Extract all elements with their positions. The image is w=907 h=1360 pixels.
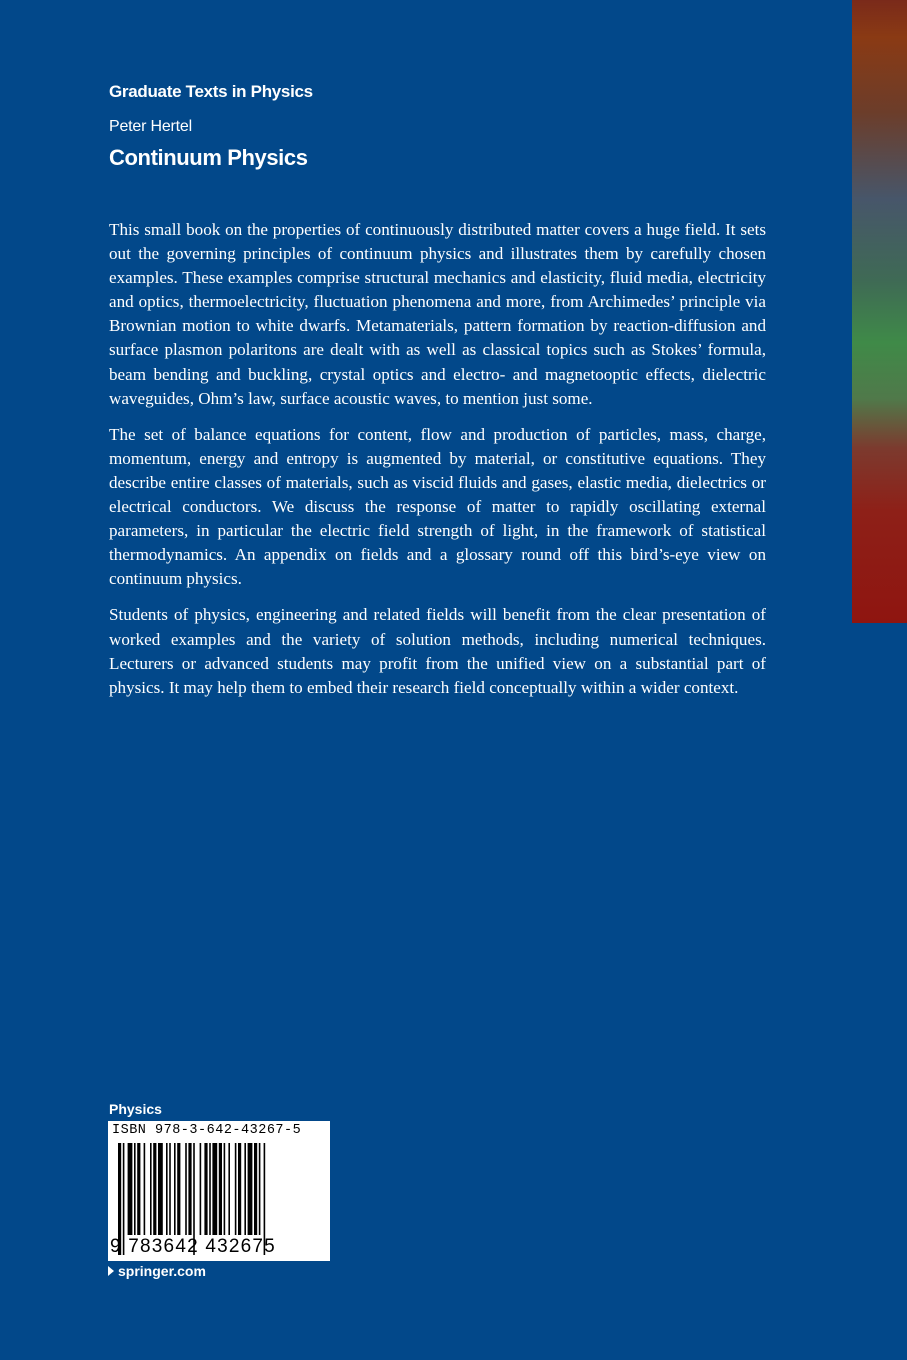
blurb-paragraph-2: The set of balance equations for content, flow and production of particles, mass, charge, momentum, energy and entropy is augmented by material, or constitutive equations. They describe entire classes of materials, such as viscid fluids and gases, elastic media, dielectrics or electrical conductors. We discuss the response of matter to rapidly oscillating external parameters, in particular the electric field strength of light, in the framework of statistical thermodynamics. An appendix on fields and a glossary round off this bird’s-eye view on continuum physics. (109, 424, 766, 589)
arrow-right-icon (108, 1266, 114, 1276)
barcode-bar (200, 1143, 202, 1235)
barcode-bar (209, 1143, 211, 1235)
blurb (109, 218, 766, 712)
barcode-bar (219, 1143, 222, 1235)
barcode-bar (204, 1143, 207, 1235)
series-name: Graduate Texts in Physics (109, 82, 313, 101)
barcode-bar (248, 1143, 253, 1235)
barcode-bar (238, 1143, 241, 1235)
barcode-bar (228, 1143, 230, 1235)
barcode-bar (177, 1143, 180, 1235)
blurb-paragraph-3: Students of physics, engineering and related fields will benefit from the clear presentation of worked examples and the variety of solution methods, including numerical techniques. Lecturers or advanced students may profit from the unified view on a substantial part of physics. It may help them to embed their research field conceptually within a wider context. (109, 605, 766, 697)
barcode-bar (235, 1143, 237, 1235)
barcode-bar (188, 1143, 191, 1235)
barcode-bar (153, 1143, 156, 1235)
barcode-bar (134, 1143, 136, 1235)
barcode-bar (259, 1143, 261, 1235)
barcode-bar (224, 1143, 226, 1235)
barcode-bar (244, 1143, 246, 1235)
barcode-bar (174, 1143, 176, 1235)
publisher-website-label: springer.com (118, 1263, 206, 1279)
spine-color-band (852, 0, 907, 623)
isbn-label: ISBN 978-3-642-43267-5 (112, 1123, 302, 1138)
barcode-bar (254, 1143, 257, 1235)
author-name: Peter Hertel (109, 118, 192, 135)
barcode-bar (169, 1143, 171, 1235)
barcode-bar (150, 1143, 152, 1235)
barcode-bar (212, 1143, 217, 1235)
barcode-bar (166, 1143, 168, 1235)
barcode-bar (185, 1143, 187, 1235)
book-title: Continuum Physics (109, 145, 308, 170)
barcode-bar (137, 1143, 140, 1235)
barcode-bar (144, 1143, 146, 1235)
publisher-website[interactable] (108, 1263, 206, 1279)
subject-label: Physics (109, 1101, 162, 1117)
barcode-bar (158, 1143, 163, 1235)
blurb-paragraph-1: This small book on the properties of continuously distributed matter covers a huge field. It sets out the governing principles of continuum physics and illustrates them by carefully chosen examples. These examples comprise structural mechanics and elasticity, fluid media, electricity and optics, thermoelectricity, fluctuation phenomena and more, from Archimedes’ principle via Brownian motion to white dwarfs. Metamaterials, pattern formation by reaction-diffusion and surface plasmon polaritons are dealt with as well as classical topics such as Stokes’ formula, beam bending and buckling, crystal optics and electro- and magnetooptic effects, dielectric waveguides, Ohm’s law, surface acoustic waves, to mention just some. (109, 220, 766, 408)
barcode (108, 1121, 330, 1261)
ean-digits: 9 783642 432675 (110, 1236, 276, 1257)
barcode-bar (128, 1143, 133, 1235)
